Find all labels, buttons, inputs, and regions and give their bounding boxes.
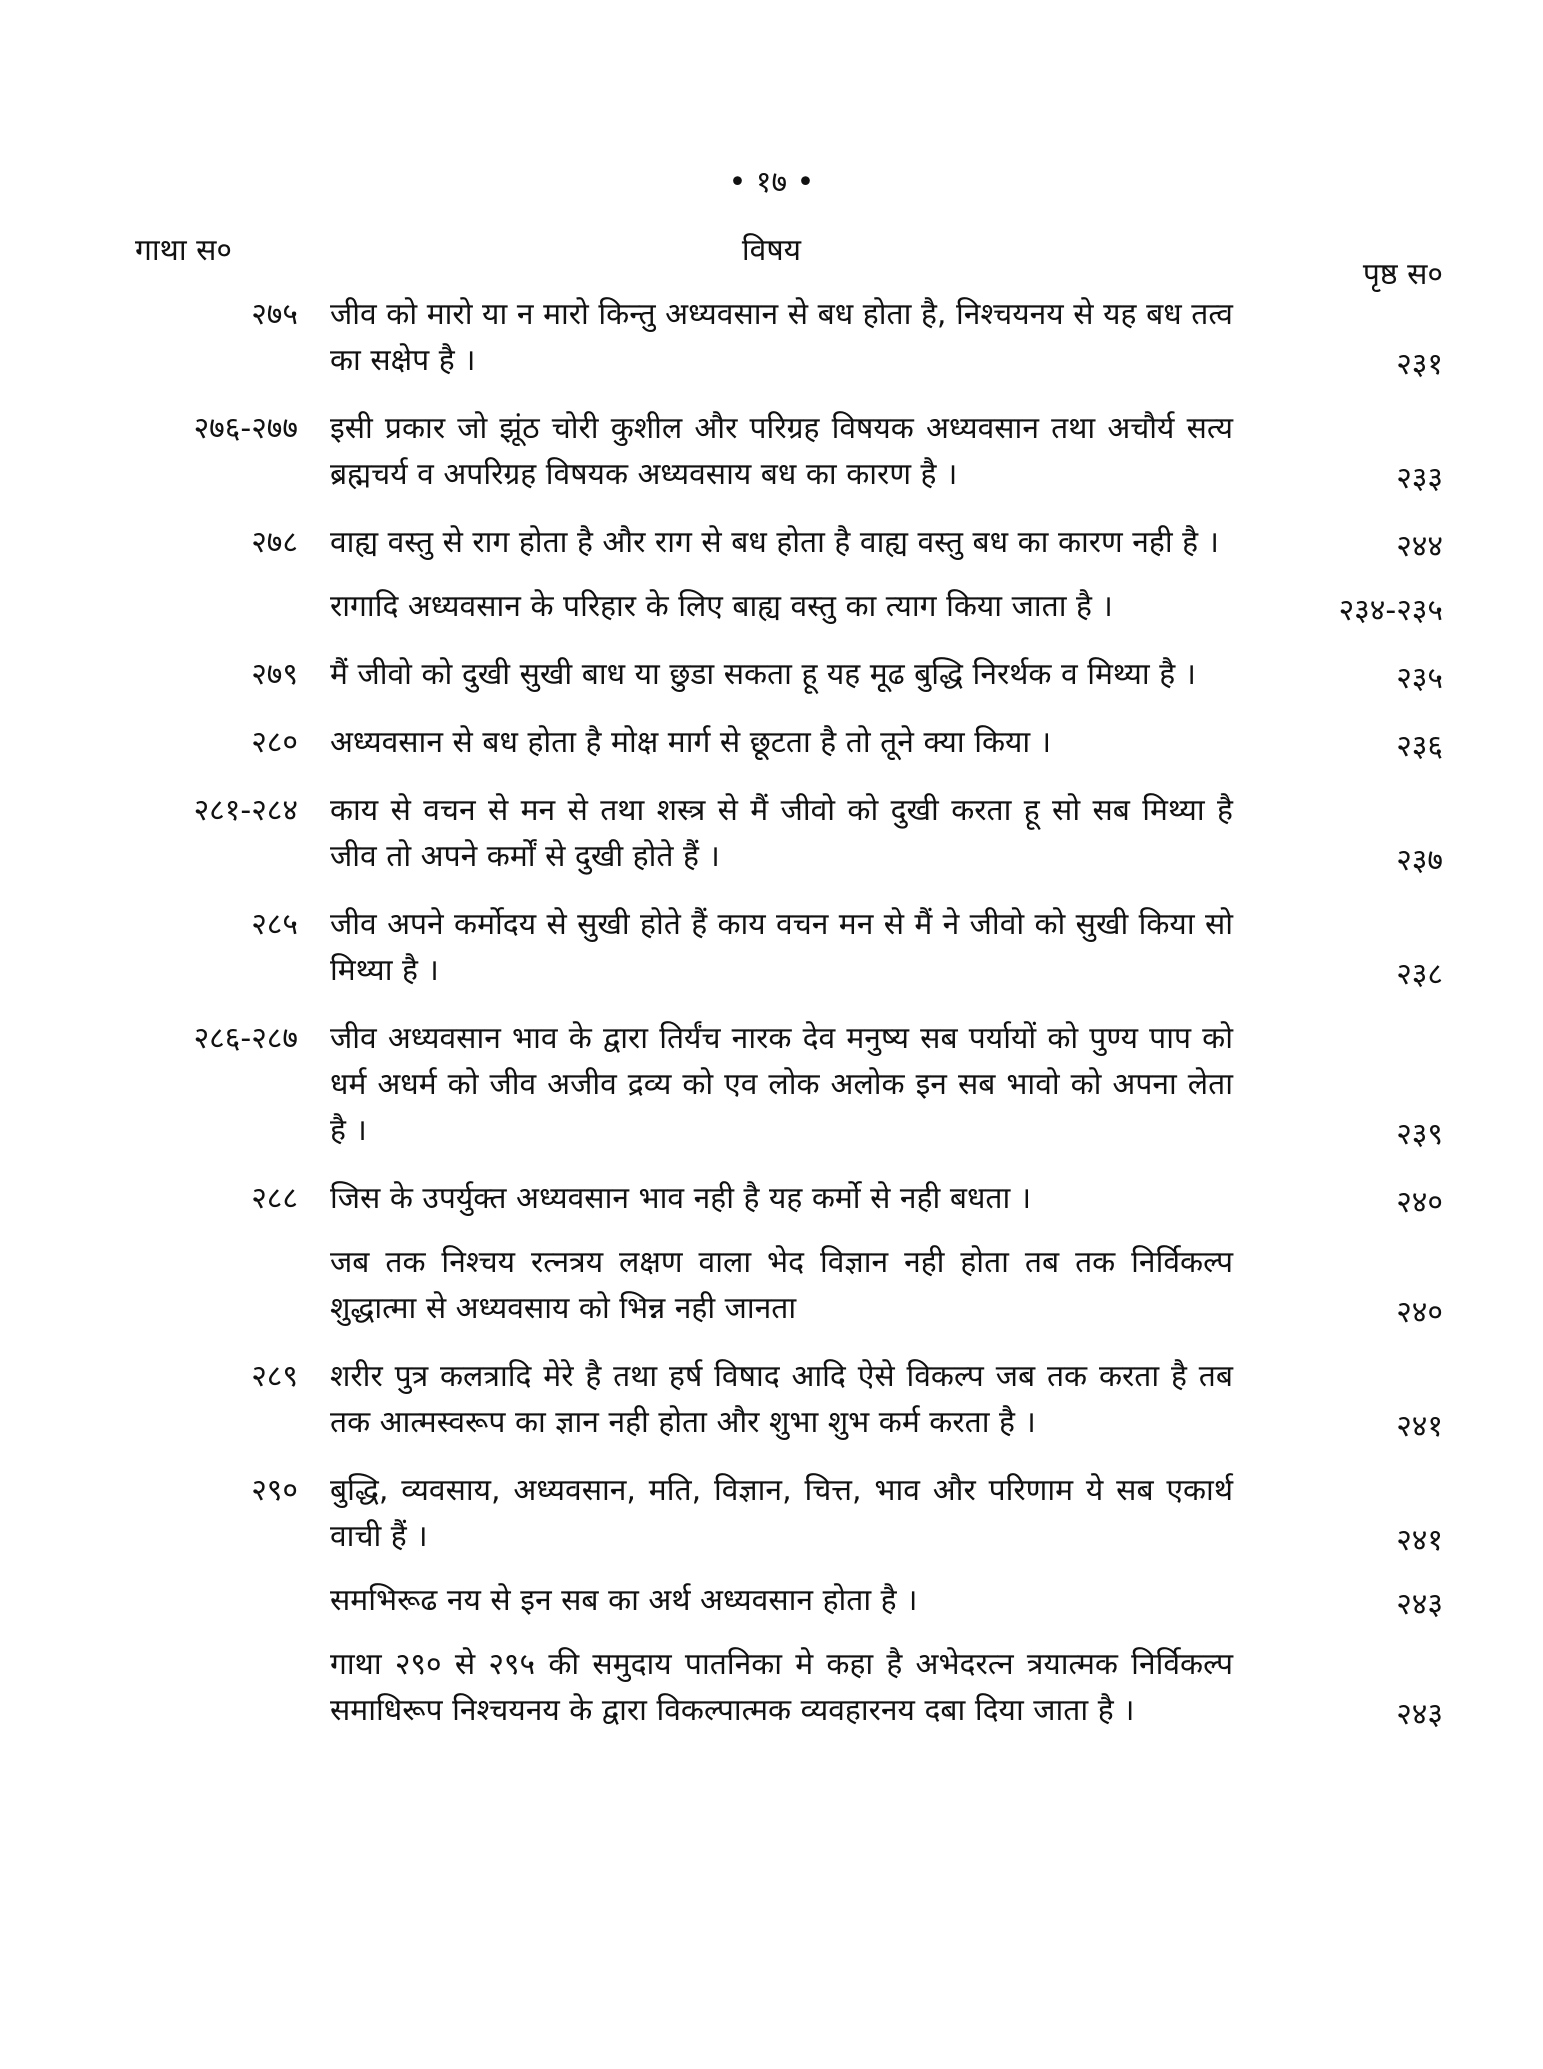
index-entries (0, 292, 1543, 1756)
gatha-number: २७८ (251, 525, 298, 560)
page-reference: २३८ (1396, 957, 1443, 992)
subject-text: जब तक निश्चय रत्नत्रय लक्षण वाला भेद विज्ञान नही होता तब तक निर्विकल्प शुद्धात्मा से अध्यवसाय को भिन्न नही जानता (330, 1245, 1233, 1326)
entry-item (0, 584, 1543, 630)
entry-item (0, 1642, 1543, 1734)
index-entry (0, 788, 1543, 880)
index-entry (0, 902, 1543, 994)
gatha-number: २८९ (251, 1359, 298, 1394)
page-reference: २३४-२३५ (1338, 593, 1443, 628)
gatha-number: २७५ (251, 297, 298, 332)
gatha-number: २७६-२७७ (193, 411, 298, 446)
page-reference: २३१ (1396, 347, 1443, 382)
subject-text: जिस के उपर्युक्त अध्यवसान भाव नही है यह कर्मो से नही बधता । (330, 1181, 1032, 1216)
index-entry (0, 292, 1543, 384)
page-reference: २४३ (1396, 1697, 1443, 1732)
entry-item (0, 292, 1543, 384)
entry-item (0, 652, 1543, 698)
index-entry (0, 652, 1543, 698)
page-reference: २४१ (1396, 1409, 1443, 1444)
subject-text: काय से वचन से मन से तथा शस्त्र से मैं जीवो को दुखी करता हू सो सब मिथ्या है जीव तो अपने कर्मों से दुखी होते हैं । (330, 793, 1233, 874)
entry-item (0, 1468, 1543, 1560)
gatha-number: २८१-२८४ (193, 793, 298, 828)
page-reference: २४० (1396, 1295, 1443, 1330)
subject-text: मैं जीवो को दुखी सुखी बाध या छुडा सकता हू यह मूढ बुद्धि निरर्थक व मिथ्या है । (330, 657, 1197, 692)
index-entry (0, 406, 1543, 498)
subject-text: वाह्य वस्तु से राग होता है और राग से बध होता है वाह्य वस्तु बध का कारण नही है । (330, 525, 1219, 560)
gatha-number: २९० (251, 1473, 298, 1508)
subject-text: अध्यवसान से बध होता है मोक्ष मार्ग से छूटता है तो तूने क्या किया । (330, 725, 1052, 760)
subject-text: शरीर पुत्र कलत्रादि मेरे है तथा हर्ष विषाद आदि ऐसे विकल्प जब तक करता है तब तक आत्मस्वरूप का ज्ञान नही होता और शुभा शुभ कर्म करता है । (330, 1359, 1233, 1440)
column-header-gatha: गाथा स० (135, 233, 233, 268)
subject-text: इसी प्रकार जो झूंठ चोरी कुशील और परिग्रह विषयक अध्यवसान तथा अचौर्य सत्य ब्रह्मचर्य व अपरिग्रह विषयक अध्यवसाय बध का कारण है । (330, 411, 1233, 492)
entry-item (0, 720, 1543, 766)
page-reference: २३९ (1396, 1117, 1443, 1152)
entry-item (0, 788, 1543, 880)
page-reference: २४३ (1396, 1587, 1443, 1622)
subject-text: जीव को मारो या न मारो किन्तु अध्यवसान से बध होता है, निश्चयनय से यह बध तत्व का सक्षेप है । (330, 297, 1233, 378)
page-reference: २४१ (1396, 1523, 1443, 1558)
gatha-number: २८५ (251, 907, 298, 942)
entry-item (0, 1016, 1543, 1154)
column-header-subject: विषय (741, 233, 802, 268)
index-entry (0, 1468, 1543, 1734)
index-entry (0, 1176, 1543, 1332)
gatha-number: २७९ (251, 657, 298, 692)
subject-text: रागादि अध्यवसान के परिहार के लिए बाह्य वस्तु का त्याग किया जाता है । (330, 589, 1113, 624)
subject-text: जीव अपने कर्मोदय से सुखी होते हैं काय वचन मन से मैं ने जीवो को सुखी किया सो मिथ्या है । (330, 907, 1233, 988)
page-reference: २३७ (1396, 843, 1443, 878)
page-reference: २४४ (1396, 529, 1443, 564)
index-entry (0, 520, 1543, 630)
gatha-number: २८० (251, 725, 298, 760)
page-reference: २३६ (1396, 729, 1443, 764)
page-reference: २४० (1396, 1185, 1443, 1220)
entry-item (0, 1354, 1543, 1446)
index-entry (0, 1354, 1543, 1446)
page-reference: २३३ (1396, 461, 1443, 496)
index-entry (0, 720, 1543, 766)
subject-text: समभिरूढ नय से इन सब का अर्थ अध्यवसान होता है । (330, 1583, 918, 1618)
subject-text: बुद्धि, व्यवसाय, अध्यवसान, मति, विज्ञान, चित्त, भाव और परिणाम ये सब एकार्थ वाची हैं । (330, 1473, 1233, 1554)
entry-item (0, 520, 1543, 566)
entry-item (0, 1176, 1543, 1222)
index-entry (0, 1016, 1543, 1154)
subject-text: गाथा २९० से २९५ की समुदाय पातनिका मे कहा है अभेदरत्न त्रयात्मक निर्विकल्प समाधिरूप निश्चयनय के द्वारा विकल्पात्मक व्यवहारनय दबा दिया जाता है । (330, 1647, 1233, 1728)
entry-item (0, 1240, 1543, 1332)
column-header-page: पृष्ठ स० (1362, 257, 1443, 292)
gatha-number: २८८ (251, 1181, 298, 1216)
page-reference: २३५ (1396, 661, 1443, 696)
gatha-number: २८६-२८७ (193, 1021, 298, 1056)
entry-item (0, 406, 1543, 498)
page-number: • १७ • (728, 165, 815, 200)
subject-text: जीव अध्यवसान भाव के द्वारा तिर्यंच नारक देव मनुष्य सब पर्यायों को पुण्य पाप को धर्म अधर्म को जीव अजीव द्रव्य को एव लोक अलोक इन सब भावो को अपना लेता है । (330, 1021, 1233, 1148)
entry-item (0, 1578, 1543, 1624)
entry-item (0, 902, 1543, 994)
